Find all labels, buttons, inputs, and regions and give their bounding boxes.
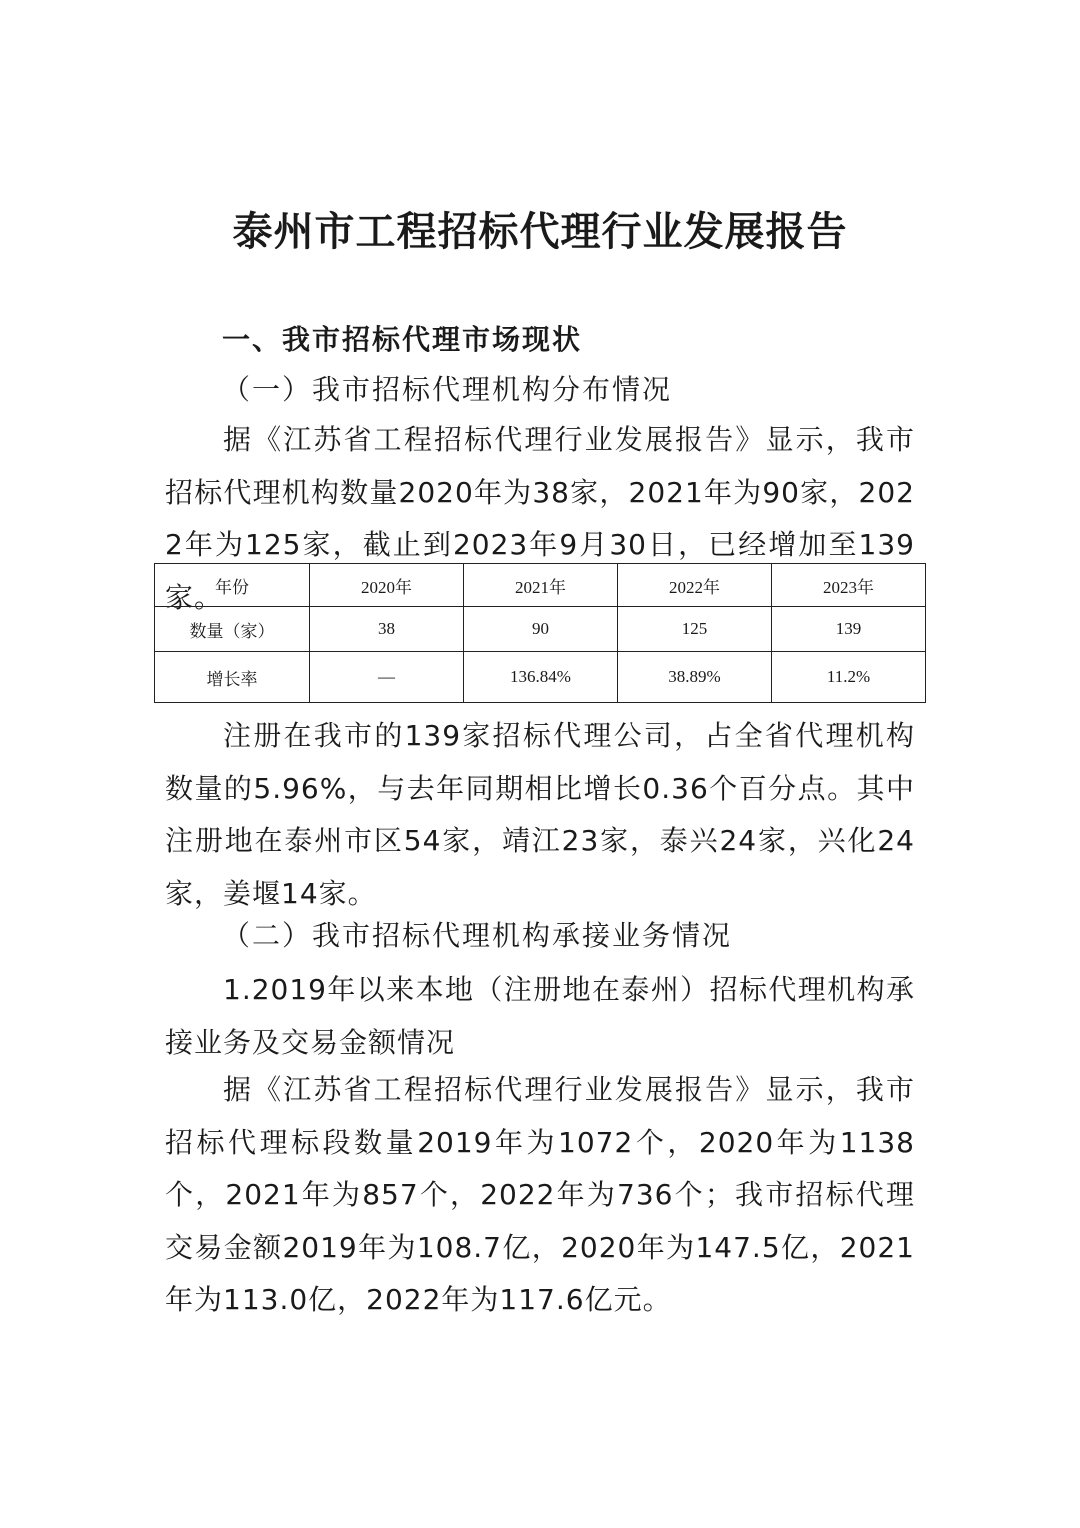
- table-cell: 90: [464, 607, 618, 652]
- subsection-1-heading: （一）我市招标代理机构分布情况: [222, 373, 673, 406]
- table-cell: —: [310, 652, 464, 703]
- table-cell: 38: [310, 607, 464, 652]
- table-cell: 136.84%: [464, 652, 618, 703]
- table-row: [155, 607, 926, 652]
- list-item-1: 1.2019年以来本地（注册地在泰州）招标代理机构承接业务及交易金额情况: [165, 973, 915, 1059]
- paragraph-registration: 注册在我市的139家招标代理公司，占全省代理机构数量的5.96%，与去年同期相比增长0.36个百分点。其中注册地在泰州市区54家，靖江23家，泰兴24家，兴化24家，姜堰14家。: [165, 719, 915, 910]
- table-header-row: [155, 564, 926, 607]
- table-cell: 139: [772, 607, 926, 652]
- table-row: [155, 652, 926, 703]
- paragraph-business-volume: 据《江苏省工程招标代理行业发展报告》显示，我市招标代理标段数量2019年为1072个，2020年为1138个，2021年为857个，2022年为736个；我市招标代理交易金额2019年为108.7亿，2020年为147.5亿，2021年为113.0亿，2022年为117.6亿元。: [165, 1073, 915, 1316]
- table-cell: 125: [618, 607, 772, 652]
- table-header-cell: 2022年: [618, 564, 772, 607]
- table-header-cell: 年份: [155, 564, 310, 607]
- table-cell: 38.89%: [618, 652, 772, 703]
- paragraph-agency-count: 据《江苏省工程招标代理行业发展报告》显示，我市招标代理机构数量2020年为38家，2021年为90家，2022年为125家，截止到2023年9月30日，已经增加至139家。: [165, 423, 915, 614]
- table-cell: 增长率: [155, 652, 310, 703]
- page-title: 泰州市工程招标代理行业发展报告: [232, 208, 848, 255]
- subsection-2-heading: （二）我市招标代理机构承接业务情况: [222, 919, 733, 952]
- agency-count-table: [154, 563, 926, 703]
- table-header-cell: 2021年: [464, 564, 618, 607]
- section-1-heading: 一、我市招标代理市场现状: [222, 323, 583, 356]
- table-cell: 数量（家）: [155, 607, 310, 652]
- table-header-cell: 2020年: [310, 564, 464, 607]
- table-header-cell: 2023年: [772, 564, 926, 607]
- table-cell: 11.2%: [772, 652, 926, 703]
